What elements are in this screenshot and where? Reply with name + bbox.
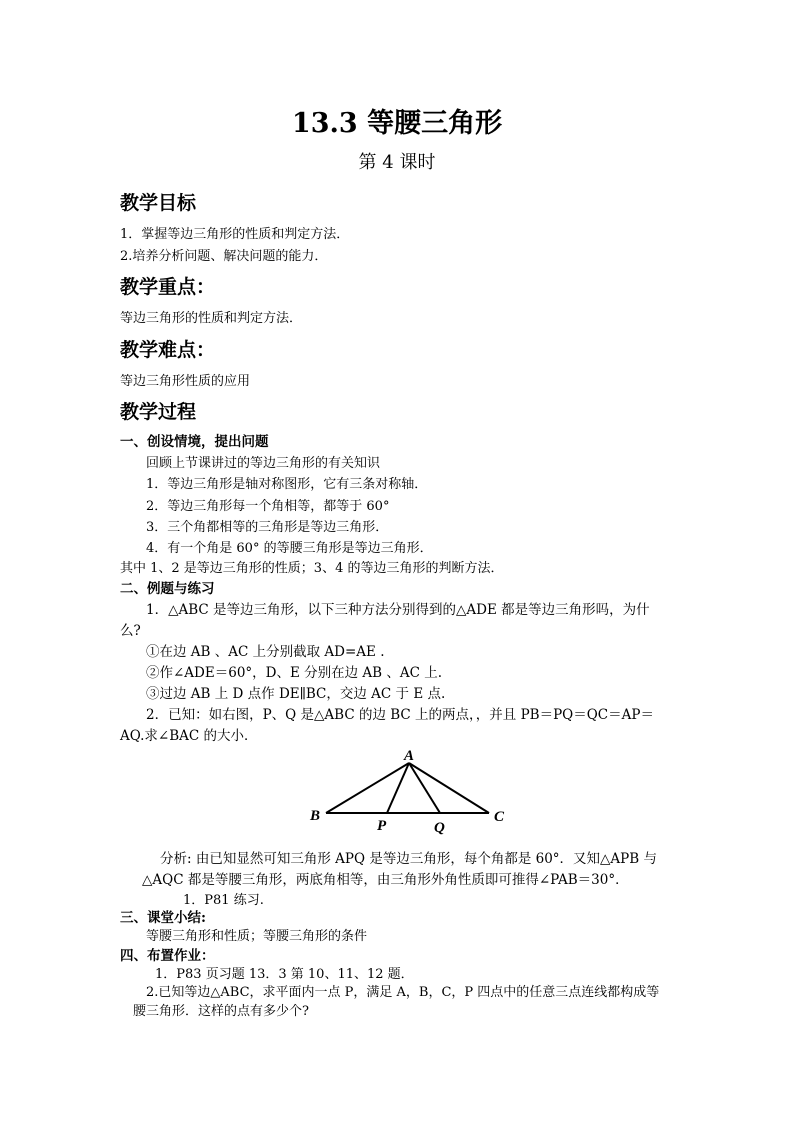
goal-item-2: 2.培养分析问题、解决问题的能力．: [120, 249, 328, 264]
goals-heading: 教学目标: [120, 192, 197, 214]
section2-title: 二、例题与练习: [120, 581, 215, 597]
question2-line1: 2．已知：如右图，P、Q 是△ABC 的边 BC 上的两点，，并且 PB＝PQ＝QC＝AP＝: [146, 707, 654, 723]
vertex-a-label: A: [404, 748, 415, 764]
vertex-b-label: B: [310, 808, 321, 824]
section1-intro: 回顾上节课讲过的等边三角形的有关知识: [146, 456, 381, 471]
key-text: 等边三角形的性质和判定方法．: [120, 311, 303, 326]
section1-item-1: 1．等边三角形是轴对称图形，它有三条对称轴．: [146, 477, 428, 492]
point-p-label: P: [377, 818, 387, 834]
section1-item-4: 4．有一个角是 60° 的等腰三角形是等边三角形．: [146, 541, 433, 556]
triangle-figure: [300, 740, 520, 840]
segment-ac: [409, 763, 489, 813]
homework-item-2-line1: 2.已知等边△ABC，求平面内一点 P，满足 A，B，C，P 四点中的任意三点连线都构成等: [146, 985, 660, 1000]
point-q-label: Q: [434, 820, 445, 836]
segment-aq: [409, 763, 440, 813]
difficulty-text: 等边三角形性质的应用: [120, 374, 251, 389]
section1-item-3: 3．三个角都相等的三角形是等边三角形．: [146, 520, 389, 535]
analysis-line1: 分析: 由已知显然可知三角形 APQ 是等边三角形，每个角都是 60°．又知△APB 与: [160, 851, 657, 867]
question1-option-1: ①在边 AB 、AC 上分别截取 AD=AE .: [146, 644, 385, 660]
goal-item-1: 1．掌握等边三角形的性质和判定方法．: [120, 227, 350, 242]
lesson-subtitle: 第 4 课时: [358, 152, 436, 173]
section4-title: 四、布置作业：: [120, 948, 215, 964]
section1-title: 一、创设情境，提出问题: [120, 434, 269, 450]
question1-line1: 1．△ABC 是等边三角形，以下三种方法分别得到的△ADE 都是等边三角形吗，为什: [146, 602, 650, 618]
section3-text: 等腰三角形和性质；等腰三角形的条件: [146, 929, 368, 944]
analysis-line2: △AQC 都是等腰三角形，两底角相等，由三角形外角性质即可推得∠PAB＝30°．: [142, 872, 629, 888]
section1-item-2: 2．等边三角形每一个角相等，都等于 60°: [146, 499, 390, 514]
question1-option-2: ②作∠ADE＝60°，D、E 分别在边 AB 、AC 上.: [146, 665, 443, 681]
question2-line2: AQ.求∠BAC 的大小．: [120, 728, 258, 744]
page-title: 13.3 等腰三角形: [291, 108, 503, 139]
homework-item-2-line2: 腰三角形．这样的点有多少个?: [133, 1004, 309, 1019]
process-heading: 教学过程: [120, 401, 197, 423]
question1-option-3: ③过边 AB 上 D 点作 DE∥BC，交边 AC 于 E 点.: [146, 686, 446, 702]
difficulty-heading: 教学难点：: [120, 339, 216, 361]
segment-ab: [326, 763, 409, 813]
question1-line2: 么?: [120, 623, 141, 639]
section1-summary: 其中 1、2 是等边三角形的性质；3、4 的等边三角形的判断方法．: [120, 561, 504, 576]
section3-title: 三、课堂小结:: [120, 910, 206, 926]
practice-item: 1．P81 练习.: [183, 893, 264, 908]
homework-item-1: 1．P83 页习题 13．3 第 10、11、12 题．: [155, 967, 414, 982]
vertex-c-label: C: [494, 809, 505, 825]
key-heading: 教学重点：: [120, 276, 216, 298]
triangle-lines: [326, 763, 489, 813]
